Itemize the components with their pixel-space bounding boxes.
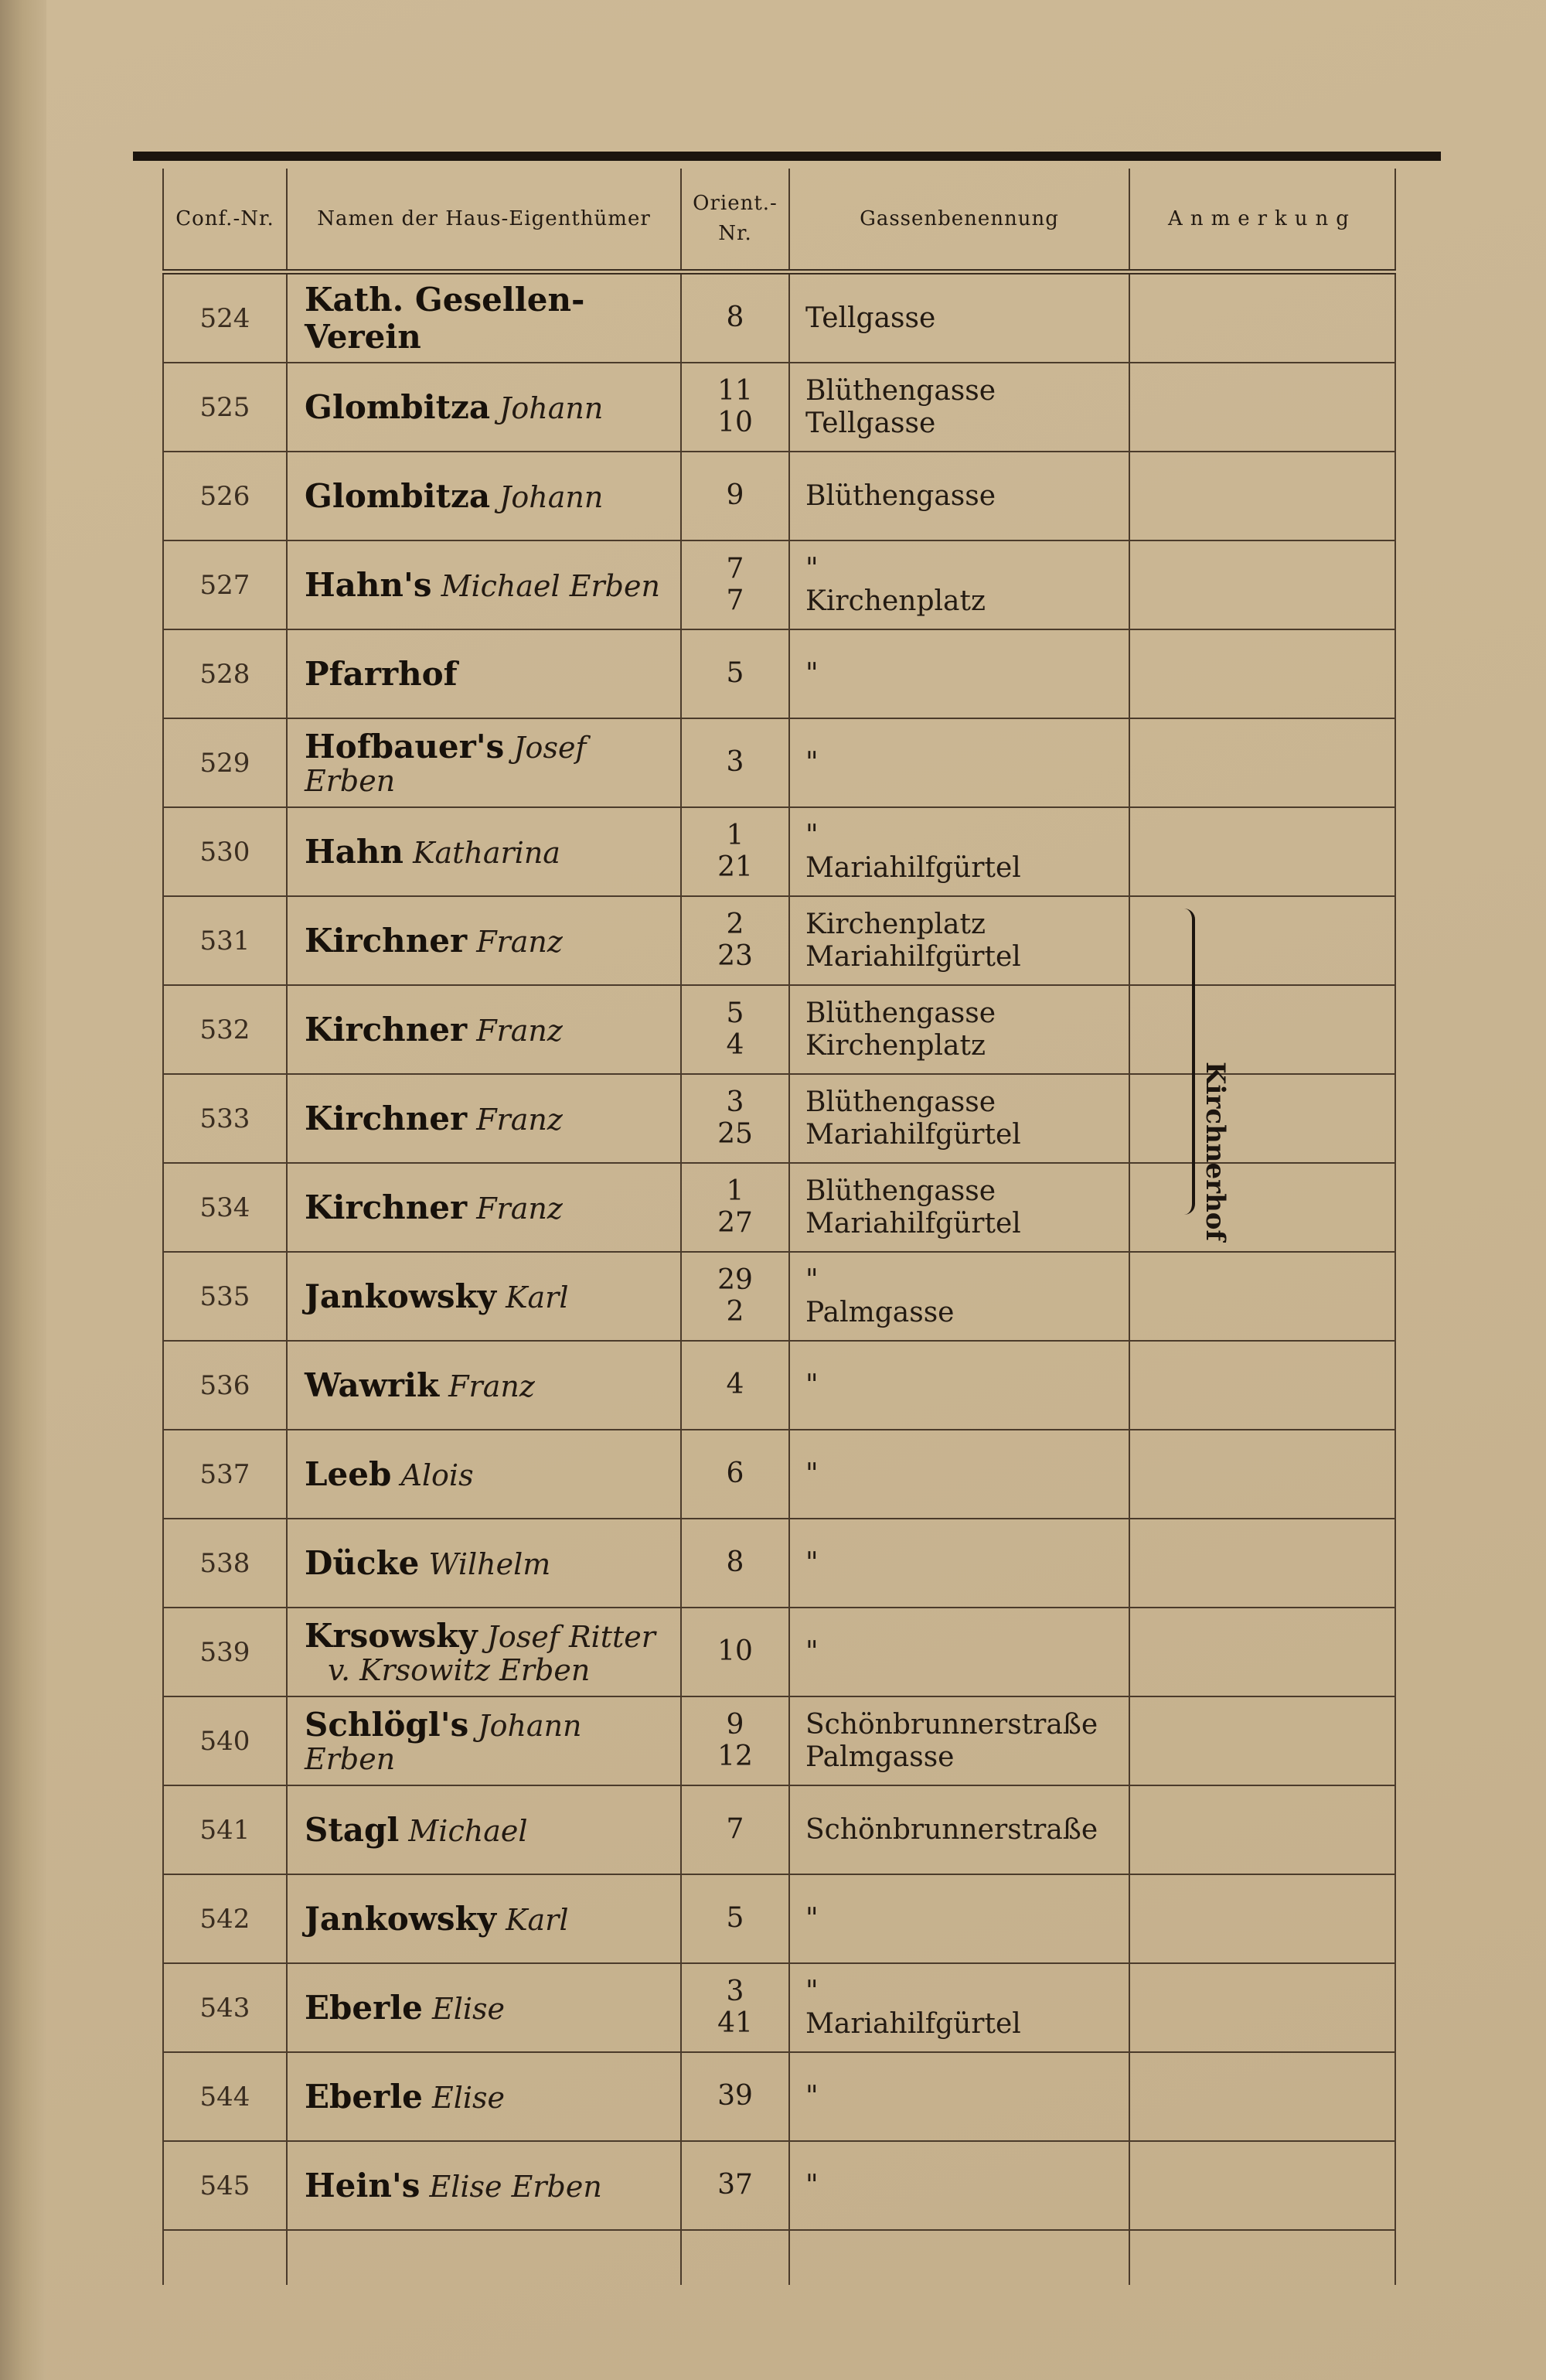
table-header <box>162 169 1396 274</box>
street-cell <box>788 452 1129 540</box>
remark-cell <box>1129 274 1396 362</box>
owner-given-name: Franz <box>448 1369 535 1403</box>
orient-nr: 10 <box>717 1635 753 1668</box>
owner-surname: Leeb <box>305 1454 392 1493</box>
owner-given-name: Katharina <box>413 835 560 870</box>
street-name: " <box>805 1546 819 1579</box>
owner-surname: Glombitza <box>305 476 491 515</box>
remark-cell <box>1129 1164 1396 1251</box>
owner-cell <box>286 808 680 895</box>
street-cell <box>788 1519 1129 1607</box>
conf-nr-cell: 537 <box>162 1430 286 1518</box>
conf-nr-cell: 530 <box>162 808 286 895</box>
owner-cell <box>286 2053 680 2140</box>
owner-surname: Eberle <box>305 1988 423 2027</box>
street-cell <box>788 1164 1129 1251</box>
street-name: Mariahilfgürtel <box>805 2007 1021 2040</box>
orient-nr: 9 <box>726 479 744 512</box>
street-cell <box>788 719 1129 806</box>
conf-nr-cell: 536 <box>162 1342 286 1429</box>
street-name: Tellgasse <box>805 407 936 439</box>
orient-nr-cell <box>680 1608 788 1696</box>
street-name: " <box>805 2169 819 2201</box>
table-row <box>162 1519 1396 1608</box>
table-row <box>162 1253 1396 1342</box>
owner-given-name: Karl <box>506 1902 569 1937</box>
top-rule <box>133 152 1441 161</box>
conf-nr-cell: 527 <box>162 541 286 629</box>
conf-nr-cell: 526 <box>162 452 286 540</box>
owner-surname: Kirchner <box>305 1188 468 1226</box>
header-owner: Namen der Haus-Eigenthümer <box>286 169 680 269</box>
owner-surname: Eberle <box>305 2077 423 2116</box>
street-name: " <box>805 1369 819 1401</box>
table-row <box>162 2142 1396 2231</box>
owner-given-name: Michael <box>408 1813 528 1848</box>
owner-given-name: Johann <box>499 390 604 425</box>
orient-nr: 6 <box>726 1458 744 1490</box>
owner-given-name: Josef Erben <box>305 730 587 798</box>
header-remark: Anmerkung <box>1129 169 1396 269</box>
street-cell <box>788 1964 1129 2051</box>
conf-nr-cell: 534 <box>162 1164 286 1251</box>
owner-given-name: Johann Erben <box>305 1708 582 1776</box>
owner-cell <box>286 1875 680 1962</box>
remark-cell <box>1129 1875 1396 1962</box>
orient-nr: 39 <box>717 2080 753 2112</box>
remark-cell <box>1129 452 1396 540</box>
table-row <box>162 363 1396 452</box>
conf-nr-cell: 542 <box>162 1875 286 1962</box>
street-cell <box>788 1786 1129 1874</box>
table-row <box>162 719 1396 808</box>
owner-given-name: Josef Ritter <box>486 1619 656 1654</box>
conf-nr-cell: 532 <box>162 986 286 1073</box>
street-cell <box>788 2053 1129 2140</box>
owner-surname: Glombitza <box>305 387 491 426</box>
owner-cell <box>286 1253 680 1340</box>
conf-nr-cell: 535 <box>162 1253 286 1340</box>
orient-nr: 1 <box>726 1175 744 1208</box>
orient-nr-cell <box>680 274 788 362</box>
street-name: Mariahilfgürtel <box>805 940 1021 973</box>
orient-nr: 4 <box>726 1369 744 1401</box>
remark-cell <box>1129 1697 1396 1785</box>
orient-nr-cell <box>680 1875 788 1962</box>
owner-cell <box>286 1342 680 1429</box>
table-row <box>162 1608 1396 1697</box>
remark-cell <box>1129 1342 1396 1429</box>
owner-surname: Wawrik <box>305 1366 440 1404</box>
orient-nr-cell <box>680 1697 788 1785</box>
street-cell <box>788 897 1129 984</box>
street-name: " <box>805 1264 819 1297</box>
street-name: " <box>805 1458 819 1490</box>
remark-cell <box>1129 1075 1396 1162</box>
street-cell <box>788 541 1129 629</box>
remark-cell <box>1129 719 1396 806</box>
owner-surname: Hahn's <box>305 565 432 604</box>
orient-nr: 7 <box>726 553 744 585</box>
street-name: Tellgasse <box>805 302 936 334</box>
street-name: Mariahilfgürtel <box>805 1207 1021 1239</box>
street-cell <box>788 2142 1129 2229</box>
owner-cell <box>286 1075 680 1162</box>
orient-nr: 7 <box>726 584 744 616</box>
table-footer-space <box>162 2231 1396 2285</box>
owner-surname: Krsowsky <box>305 1616 478 1655</box>
owner-given-name: Michael Erben <box>441 568 660 603</box>
street-name: Blüthengasse <box>805 997 996 1030</box>
owner-surname: Stagl <box>305 1810 400 1849</box>
street-name: Mariahilfgürtel <box>805 851 1021 884</box>
orient-nr: 2 <box>726 909 744 941</box>
table-row <box>162 808 1396 897</box>
conf-nr-cell: 524 <box>162 274 286 362</box>
orient-nr-cell <box>680 1342 788 1429</box>
conf-nr-cell: 539 <box>162 1608 286 1696</box>
street-name: Palmgasse <box>805 1296 955 1328</box>
header-street: Gassenbenennung <box>788 169 1129 269</box>
owner-surname: Kirchner <box>305 921 468 960</box>
table-row <box>162 274 1396 363</box>
brace-label: Kirchnerhof <box>1200 1062 1231 1242</box>
owner-surname: Hein's <box>305 2166 421 2204</box>
owner-given-name: Franz <box>476 1102 563 1137</box>
orient-nr-cell <box>680 630 788 718</box>
orient-nr-cell <box>680 719 788 806</box>
conf-nr-cell: 538 <box>162 1519 286 1607</box>
table-row <box>162 1697 1396 1786</box>
street-cell <box>788 808 1129 895</box>
street-cell <box>788 274 1129 362</box>
street-name: Blüthengasse <box>805 1175 996 1208</box>
remark-cell <box>1129 1786 1396 1874</box>
conf-nr-cell: 533 <box>162 1075 286 1162</box>
table-row <box>162 1964 1396 2053</box>
street-cell <box>788 363 1129 451</box>
street-name: Kirchenplatz <box>805 1029 986 1062</box>
conf-nr-cell: 540 <box>162 1697 286 1785</box>
owner-given-name: Alois <box>400 1458 474 1492</box>
orient-nr: 25 <box>717 1117 753 1150</box>
owner-cell <box>286 1519 680 1607</box>
conf-nr-cell: 541 <box>162 1786 286 1874</box>
street-name: Schönbrunnerstraße <box>805 1709 1098 1741</box>
owner-given-name: Franz <box>476 924 563 959</box>
street-name: " <box>805 553 819 585</box>
orient-nr: 29 <box>717 1264 753 1297</box>
orient-nr-cell <box>680 986 788 1073</box>
owner-cell <box>286 1430 680 1518</box>
owner-given-name-cont: v. Krsowitz Erben <box>328 1652 591 1687</box>
remark-cell <box>1129 630 1396 718</box>
orient-nr: 41 <box>717 2007 753 2039</box>
conf-nr-cell: 545 <box>162 2142 286 2229</box>
book-binding <box>0 0 46 2380</box>
orient-nr: 12 <box>717 1740 753 1772</box>
owner-given-name: Wilhelm <box>428 1546 551 1581</box>
owner-cell <box>286 897 680 984</box>
owner-surname: Jankowsky <box>305 1899 497 1938</box>
owner-surname: Hahn <box>305 832 404 871</box>
conf-nr-cell: 529 <box>162 719 286 806</box>
orient-nr: 11 <box>717 375 753 407</box>
owner-surname: Kirchner <box>305 1010 468 1048</box>
street-cell <box>788 1430 1129 1518</box>
orient-nr: 1 <box>726 820 744 852</box>
orient-nr: 3 <box>726 1976 744 2008</box>
orient-nr: 3 <box>726 1086 744 1119</box>
header-orient-nr: Orient.-Nr. <box>680 169 788 269</box>
orient-nr-cell <box>680 1164 788 1251</box>
street-name: Kirchenplatz <box>805 585 986 617</box>
street-cell <box>788 1875 1129 1962</box>
street-cell <box>788 986 1129 1073</box>
table-row <box>162 1875 1396 1964</box>
street-name: Kirchenplatz <box>805 909 986 941</box>
orient-nr: 5 <box>726 657 744 690</box>
street-name: Palmgasse <box>805 1741 955 1773</box>
header-conf-nr: Conf.-Nr. <box>162 169 286 269</box>
orient-nr-cell <box>680 452 788 540</box>
owner-surname: Jankowsky <box>305 1277 497 1315</box>
owner-cell <box>286 541 680 629</box>
owner-surname: Dücke <box>305 1543 420 1582</box>
owner-cell <box>286 1608 680 1696</box>
orient-nr: 37 <box>717 2169 753 2201</box>
orient-nr-cell <box>680 2142 788 2229</box>
orient-nr-cell <box>680 1964 788 2051</box>
orient-nr: 2 <box>726 1295 744 1328</box>
street-cell <box>788 1697 1129 1785</box>
owner-cell <box>286 986 680 1073</box>
table-row <box>162 541 1396 630</box>
orient-nr: 10 <box>717 406 753 438</box>
street-cell <box>788 1253 1129 1340</box>
owner-cell <box>286 1697 680 1785</box>
owner-cell <box>286 1786 680 1874</box>
street-cell <box>788 630 1129 718</box>
remark-cell <box>1129 2053 1396 2140</box>
orient-nr: 5 <box>726 997 744 1030</box>
orient-nr: 23 <box>717 939 753 972</box>
orient-nr-cell <box>680 1786 788 1874</box>
orient-nr: 9 <box>726 1709 744 1741</box>
owner-given-name: Franz <box>476 1191 563 1226</box>
orient-nr-cell <box>680 1253 788 1340</box>
conf-nr-cell: 543 <box>162 1964 286 2051</box>
owner-given-name: Karl <box>506 1280 569 1314</box>
orient-nr-cell <box>680 541 788 629</box>
orient-nr-cell <box>680 363 788 451</box>
remark-cell <box>1129 1253 1396 1340</box>
owner-cell <box>286 274 680 362</box>
owner-given-name: Johann <box>499 479 604 514</box>
owner-cell <box>286 363 680 451</box>
remark-cell <box>1129 2142 1396 2229</box>
owner-given-name: Elise <box>432 1991 506 2026</box>
owner-surname: Kirchner <box>305 1099 468 1137</box>
remark-cell <box>1129 363 1396 451</box>
owner-cell <box>286 1164 680 1251</box>
owner-given-name: Franz <box>476 1013 563 1048</box>
street-name: Blüthengasse <box>805 479 996 512</box>
street-cell <box>788 1342 1129 1429</box>
street-name: " <box>805 820 819 852</box>
brace-icon <box>1184 909 1195 1215</box>
orient-nr-cell <box>680 897 788 984</box>
kirchnerhof-brace <box>1181 902 1231 1242</box>
orient-nr: 5 <box>726 1902 744 1935</box>
street-name: Blüthengasse <box>805 375 996 407</box>
orient-nr: 8 <box>726 302 744 334</box>
owner-given-name: Elise Erben <box>429 2169 602 2204</box>
street-name: Blüthengasse <box>805 1086 996 1119</box>
remark-cell <box>1129 1430 1396 1518</box>
table-row <box>162 1786 1396 1875</box>
orient-nr-cell <box>680 1519 788 1607</box>
street-name: Mariahilfgürtel <box>805 1118 1021 1151</box>
street-cell <box>788 1608 1129 1696</box>
table-row <box>162 452 1396 541</box>
orient-nr-cell <box>680 1430 788 1518</box>
owner-cell <box>286 719 680 806</box>
street-name: " <box>805 1635 819 1668</box>
remark-cell <box>1129 808 1396 895</box>
orient-nr: 4 <box>726 1028 744 1061</box>
conf-nr-cell: 531 <box>162 897 286 984</box>
owner-given-name: Elise <box>432 2080 506 2115</box>
street-name: " <box>805 1976 819 2008</box>
remark-cell <box>1129 1608 1396 1696</box>
remark-cell <box>1129 1519 1396 1607</box>
remark-cell <box>1129 1964 1396 2051</box>
orient-nr-cell <box>680 2053 788 2140</box>
orient-nr: 3 <box>726 746 744 779</box>
remark-cell <box>1129 541 1396 629</box>
owner-cell <box>286 630 680 718</box>
table-body <box>162 274 1396 2231</box>
street-name: " <box>805 1902 819 1935</box>
street-cell <box>788 1075 1129 1162</box>
table-row <box>162 1430 1396 1519</box>
street-name: " <box>805 2080 819 2112</box>
owner-surname: Schlögl's <box>305 1705 469 1744</box>
table-row <box>162 630 1396 719</box>
orient-nr: 27 <box>717 1206 753 1239</box>
owner-surname: Hofbauer's <box>305 727 505 765</box>
orient-nr: 7 <box>726 1813 744 1846</box>
conf-nr-cell: 528 <box>162 630 286 718</box>
table-row <box>162 2053 1396 2142</box>
owner-surname: Kath. Gesellen-Verein <box>305 281 585 356</box>
owner-cell <box>286 452 680 540</box>
owner-cell <box>286 1964 680 2051</box>
owner-surname: Pfarrhof <box>305 654 458 693</box>
street-name: " <box>805 657 819 690</box>
street-name: " <box>805 746 819 779</box>
remark-cell <box>1129 986 1396 1073</box>
street-name: Schönbrunnerstraße <box>805 1813 1098 1846</box>
orient-nr-cell <box>680 1075 788 1162</box>
conf-nr-cell: 544 <box>162 2053 286 2140</box>
orient-nr-cell <box>680 808 788 895</box>
owner-cell <box>286 2142 680 2229</box>
conf-nr-cell: 525 <box>162 363 286 451</box>
table-row <box>162 1342 1396 1430</box>
remark-cell <box>1129 897 1396 984</box>
orient-nr: 8 <box>726 1546 744 1579</box>
orient-nr: 21 <box>717 851 753 883</box>
